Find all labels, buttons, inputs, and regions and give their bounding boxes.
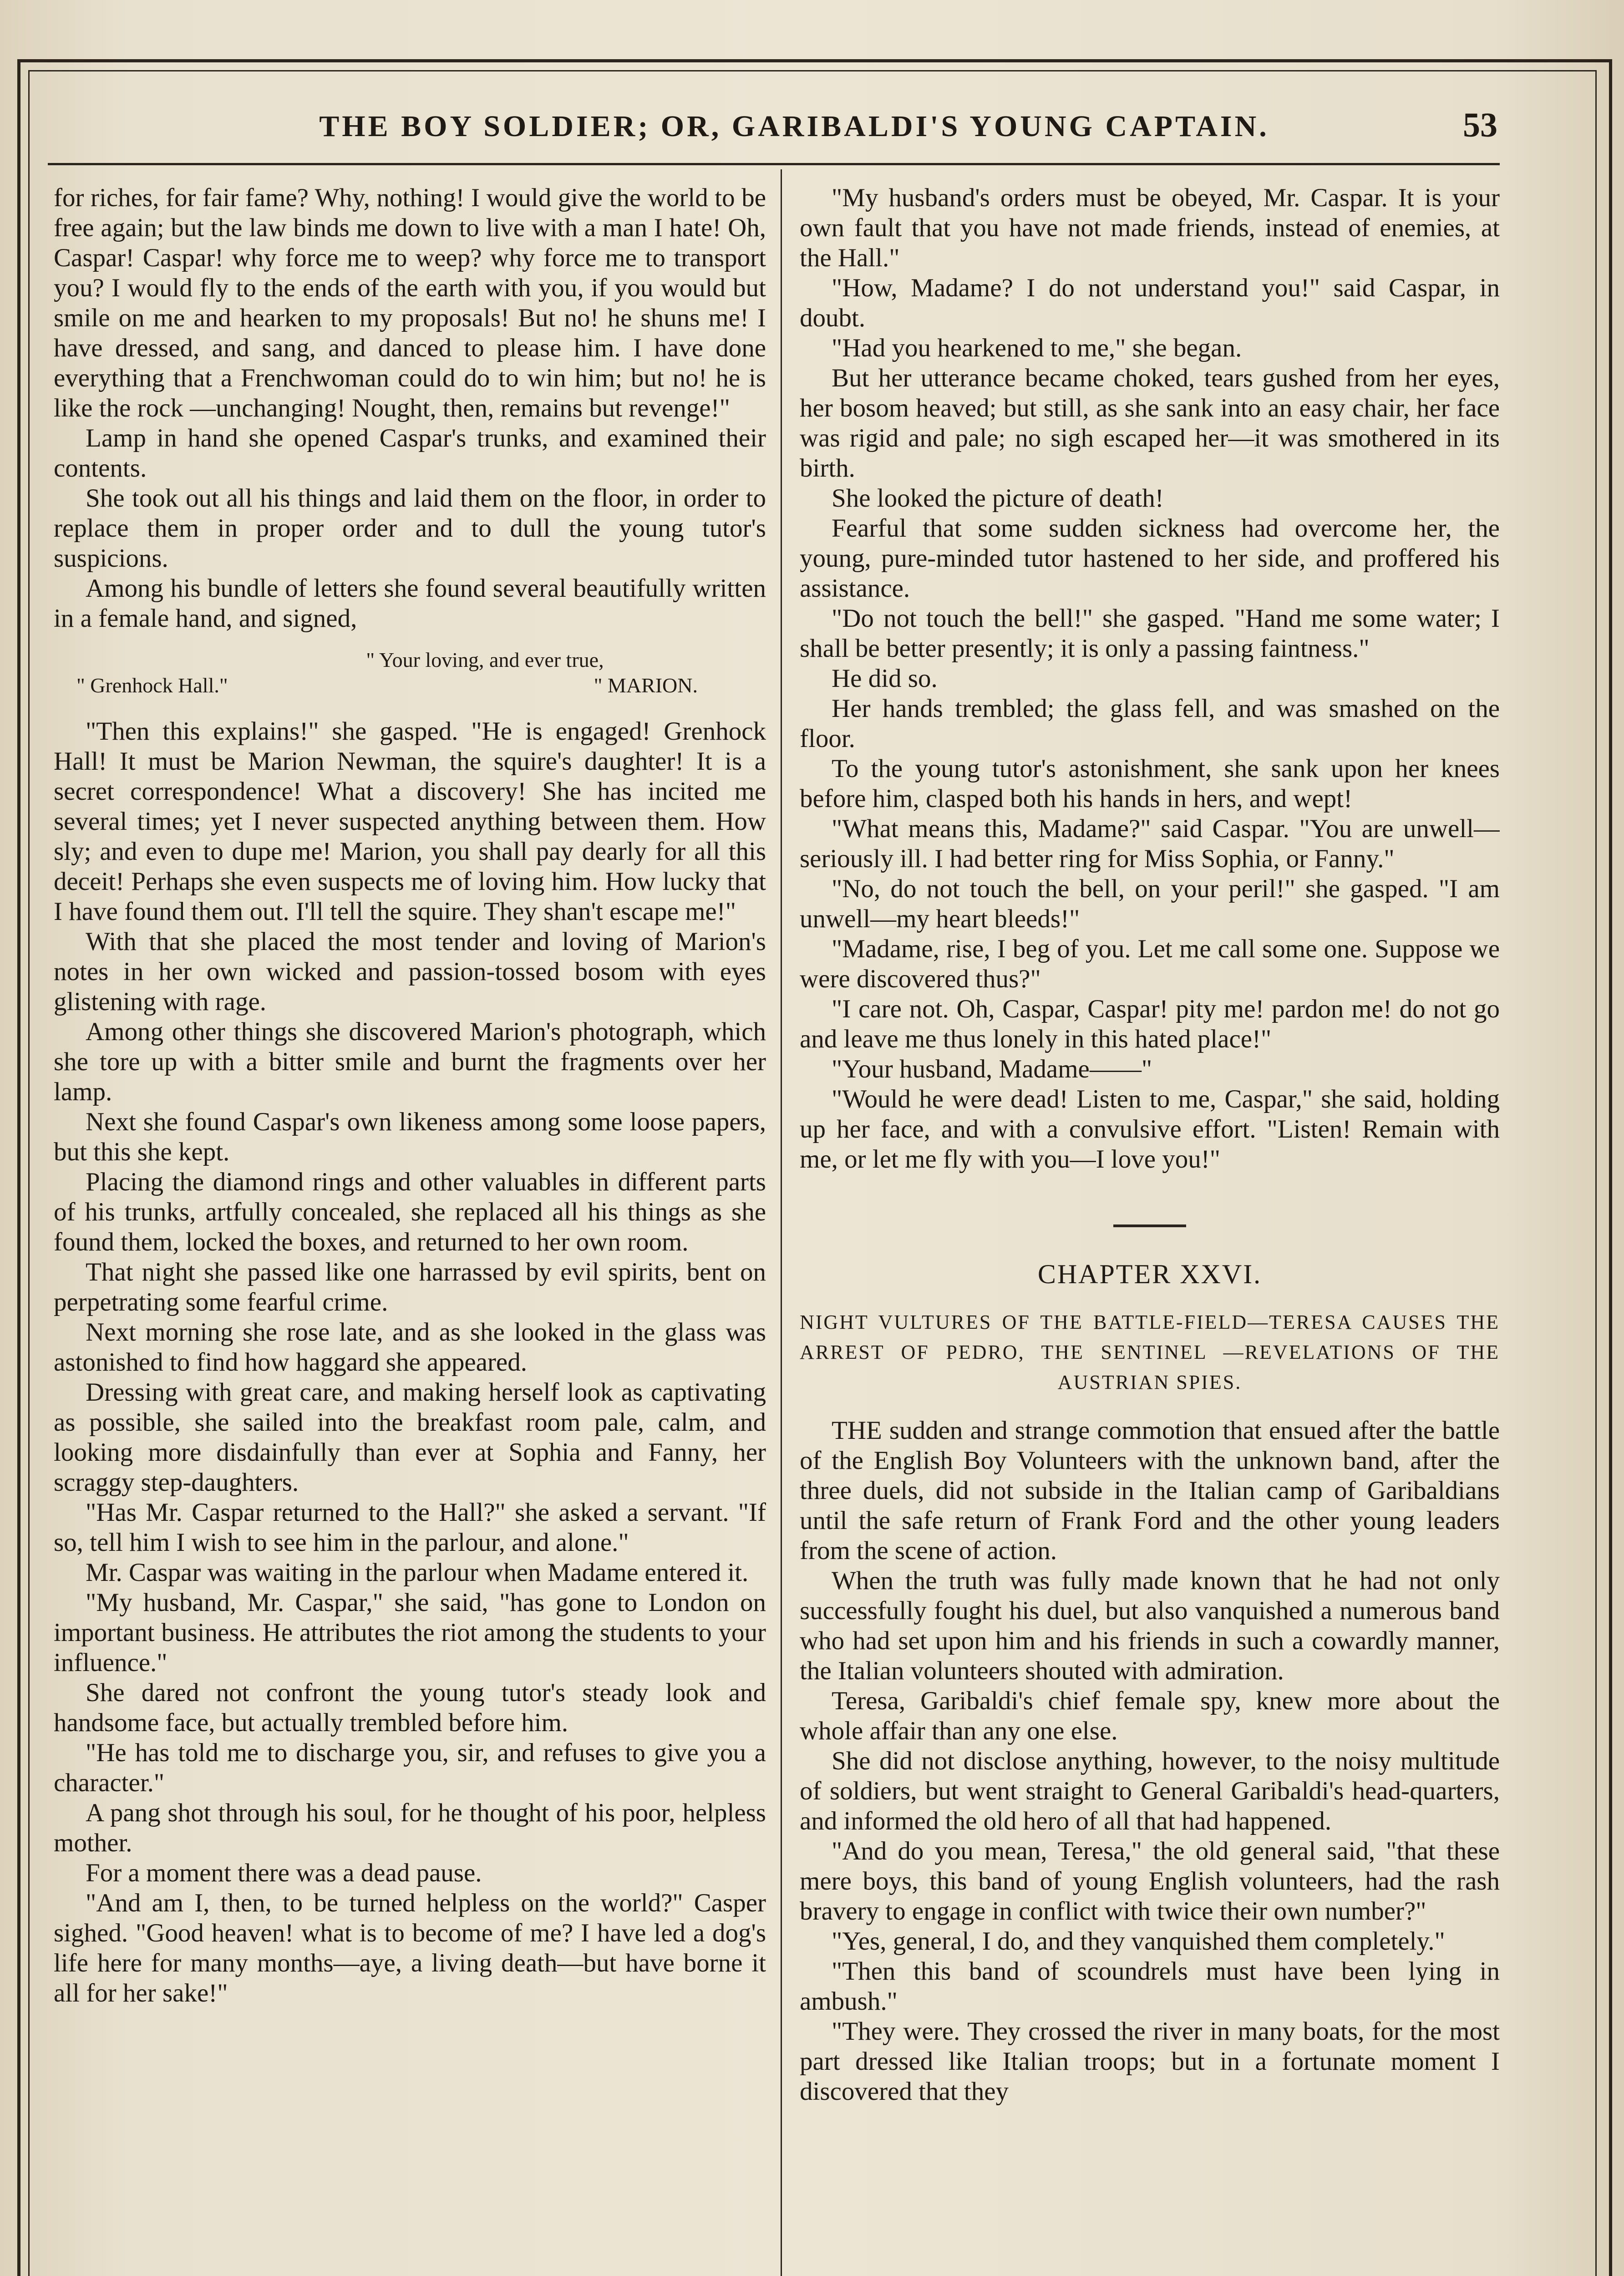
paragraph: "And do you mean, Teresa," the old general said, "that these mere boys, this band of young English volunteers, had the rash bravery to engage in conflict with twice their own number?"	[800, 1837, 1500, 1925]
left-column-text	[54, 183, 766, 634]
paragraph: "Madame, rise, I beg of you. Let me call some one. Suppose we were discovered thus?"	[800, 935, 1500, 993]
paragraph: "My husband's orders must be obeyed, Mr. Caspar. It is your own fault that you have not made friends, instead of enemies, at the Hall."	[800, 183, 1500, 272]
paragraph: "Had you hearkened to me," she began.	[832, 334, 1242, 362]
paragraph: Lamp in hand she opened Caspar's trunks, and examined their contents.	[54, 424, 766, 483]
paragraph: He did so.	[832, 664, 938, 693]
running-title: THE BOY SOLDIER; OR, GARIBALDI'S YOUNG CAPTAIN.	[319, 110, 1269, 143]
chapter-heading: CHAPTER XXVI.	[1037, 1259, 1262, 1289]
paragraph: With that she placed the most tender and loving of Marion's notes in her own wicked and passion-tossed bosom with eyes glistening with rage.	[54, 927, 766, 1016]
signature-name: " MARION.	[594, 674, 698, 697]
header-rule	[48, 163, 1500, 165]
paragraph: "And am I, then, to be turned helpless on the world?" Casper sighed. "Good heaven! what is to become of me? I have led a dog's life here for many months—aye, a living death—but have borne it all for her sake!"	[54, 1889, 766, 2007]
paragraph: "Do not touch the bell!" she gasped. "Hand me some water; I shall be better presently; it is only a passing faintness."	[800, 604, 1500, 663]
paragraph: "Your husband, Madame——"	[832, 1055, 1152, 1083]
paragraph: She looked the picture of death!	[832, 484, 1164, 513]
paragraph: For a moment there was a dead pause.	[86, 1859, 482, 1887]
right-column-text	[800, 183, 1500, 1174]
paragraph: Next morning she rose late, and as she looked in the glass was astonished to find how haggard she appeared.	[54, 1318, 766, 1377]
paragraph: To the young tutor's astonishment, she sank upon her knees before him, clasped both his hands in hers, and wept!	[800, 754, 1500, 813]
paragraph: Fearful that some sudden sickness had overcome her, the young, pure-minded tutor hastened to her side, and proffered his assistance.	[800, 514, 1500, 603]
paragraph: "Then this explains!" she gasped. "He is engaged! Grenhock Hall! It must be Marion Newman, the squire's daughter! It is a secret correspondence! What a discovery! She has incited me several times; yet I never suspected anything between them. How sly; and even to dupe me! Marion, you shall pay dearly for all this deceit! Perhaps she even suspects me of loving him. How lucky that I have found them out. I'll tell the squire. They shan't escape me!"	[54, 717, 766, 926]
paragraph: A pang shot through his soul, for he thought of his poor, helpless mother.	[54, 1798, 766, 1857]
paragraph: Placing the diamond rings and other valuables in different parts of his trunks, artfully concealed, she replaced all his things as she found them, locked the boxes, and returned to her own room.	[54, 1168, 766, 1256]
paragraph: Next she found Caspar's own likeness among some loose papers, but this she kept.	[54, 1108, 766, 1166]
paragraph: for riches, for fair fame? Why, nothing! I would give the world to be free again; but the law binds me down to live with a man I hate! Oh, Caspar! Caspar! why force me to weep? why force me to transport you? I would fly to the ends of the earth with you, if you would but smile on me and hearken to my proposals! But no! he shuns me! I have dressed, and sang, and danced to please him. I have done everything that a Frenchwoman could do to win him; but no! he is like the rock —unchanging! Nought, then, remains but revenge!"	[54, 183, 766, 422]
left-column	[54, 183, 766, 2276]
paragraph: Teresa, Garibaldi's chief female spy, knew more about the whole affair than any one else.	[800, 1687, 1500, 1745]
letter-signature	[54, 647, 766, 698]
paragraph: "He has told me to discharge you, sir, and refuses to give you a character."	[54, 1738, 766, 1797]
paragraph: "Then this band of scoundrels must have been lying in ambush."	[800, 1957, 1500, 2016]
page-number: 53	[1463, 106, 1497, 144]
chapter-text	[800, 1416, 1500, 2107]
paragraph: "Has Mr. Caspar returned to the Hall?" she asked a servant. "If so, tell him I wish to see him in the parlour, and alone."	[54, 1498, 766, 1557]
left-column-text-continued	[54, 716, 766, 2008]
paragraph: That night she passed like one harrassed by evil spirits, bent on perpetrating some fearful crime.	[54, 1258, 766, 1316]
paragraph: "I care not. Oh, Caspar, Caspar! pity me! pardon me! do not go and leave me thus lonely in this hated place!"	[800, 995, 1500, 1053]
paragraph: She dared not confront the young tutor's steady look and handsome face, but actually trembled before him.	[54, 1678, 766, 1737]
right-column	[800, 183, 1500, 2276]
paragraph: She took out all his things and laid them on the floor, in order to replace them in proper order and to dull the young tutor's suspicions.	[54, 484, 766, 573]
paragraph: "How, Madame? I do not understand you!" said Caspar, in doubt.	[800, 274, 1500, 332]
section-rule	[1113, 1224, 1186, 1227]
paragraph: Among his bundle of letters she found several beautifully written in a female hand, and signed,	[54, 574, 766, 633]
paragraph: Among other things she discovered Marion's photograph, which she tore up with a bitter smile and burnt the fragments over her lamp.	[54, 1017, 766, 1106]
paragraph: "What means this, Madame?" said Caspar. "You are unwell—seriously ill. I had better ring for Miss Sophia, or Fanny."	[800, 814, 1500, 873]
paragraph: She did not disclose anything, however, to the noisy multitude of soldiers, but went straight to General Garibaldi's head-quarters, and informed the old hero of all that had happened.	[800, 1747, 1500, 1835]
paragraph: "They were. They crossed the river in many boats, for the most part dressed like Italian troops; but in a fortunate moment I discovered that they	[800, 2017, 1500, 2106]
paragraph: "No, do not touch the bell, on your peril!" she gasped. "I am unwell—my heart bleeds!"	[800, 874, 1500, 933]
paragraph: "Yes, general, I do, and they vanquished them completely."	[832, 1927, 1445, 1956]
paragraph: Dressing with great care, and making herself look as captivating as possible, she sailed into the breakfast room pale, calm, and looking more disdainfully than ever at Sophia and Fanny, her scraggy step-daughters.	[54, 1378, 766, 1497]
paragraph: When the truth was fully made known that he had not only successfully fought his duel, but also vanquished a numerous band who had set upon him and his friends in such a cowardly manner, the Italian volunteers shouted with admiration.	[800, 1566, 1500, 1685]
signature-closing: " Your loving, and ever true,	[366, 648, 604, 671]
paragraph: "My husband, Mr. Caspar," she said, "has gone to London on important business. He attributes the riot among the students to your influence."	[54, 1588, 766, 1677]
signature-line	[54, 673, 766, 698]
paragraph: But her utterance became choked, tears gushed from her eyes, her bosom heaved; but still, as she sank into an easy chair, her face was rigid and pale; no sigh escaped her—it was smothered in its birth.	[800, 364, 1500, 483]
paragraph: Mr. Caspar was waiting in the parlour when Madame entered it.	[86, 1558, 749, 1587]
column-divider	[781, 169, 782, 2276]
paragraph: "Would he were dead! Listen to me, Caspar," she said, holding up her face, and with a convulsive effort. "Listen! Remain with me, or let me fly with you—I love you!"	[800, 1085, 1500, 1174]
paragraph: Her hands trembled; the glass fell, and was smashed on the floor.	[800, 694, 1500, 753]
paragraph: THE sudden and strange commotion that ensued after the battle of the English Boy Volunteers with the unknown band, after the three duels, did not subside in the Italian camp of Garibaldians until the safe return of Frank Ford and the other young leaders from the scene of action.	[800, 1416, 1500, 1565]
chapter-summary: NIGHT VULTURES OF THE BATTLE-FIELD—TERESA CAUSES THE ARREST OF PEDRO, THE SENTINEL —REVELATIONS OF THE AUSTRIAN SPIES.	[800, 1311, 1500, 1393]
signature-place: " Grenhock Hall."	[76, 674, 228, 697]
